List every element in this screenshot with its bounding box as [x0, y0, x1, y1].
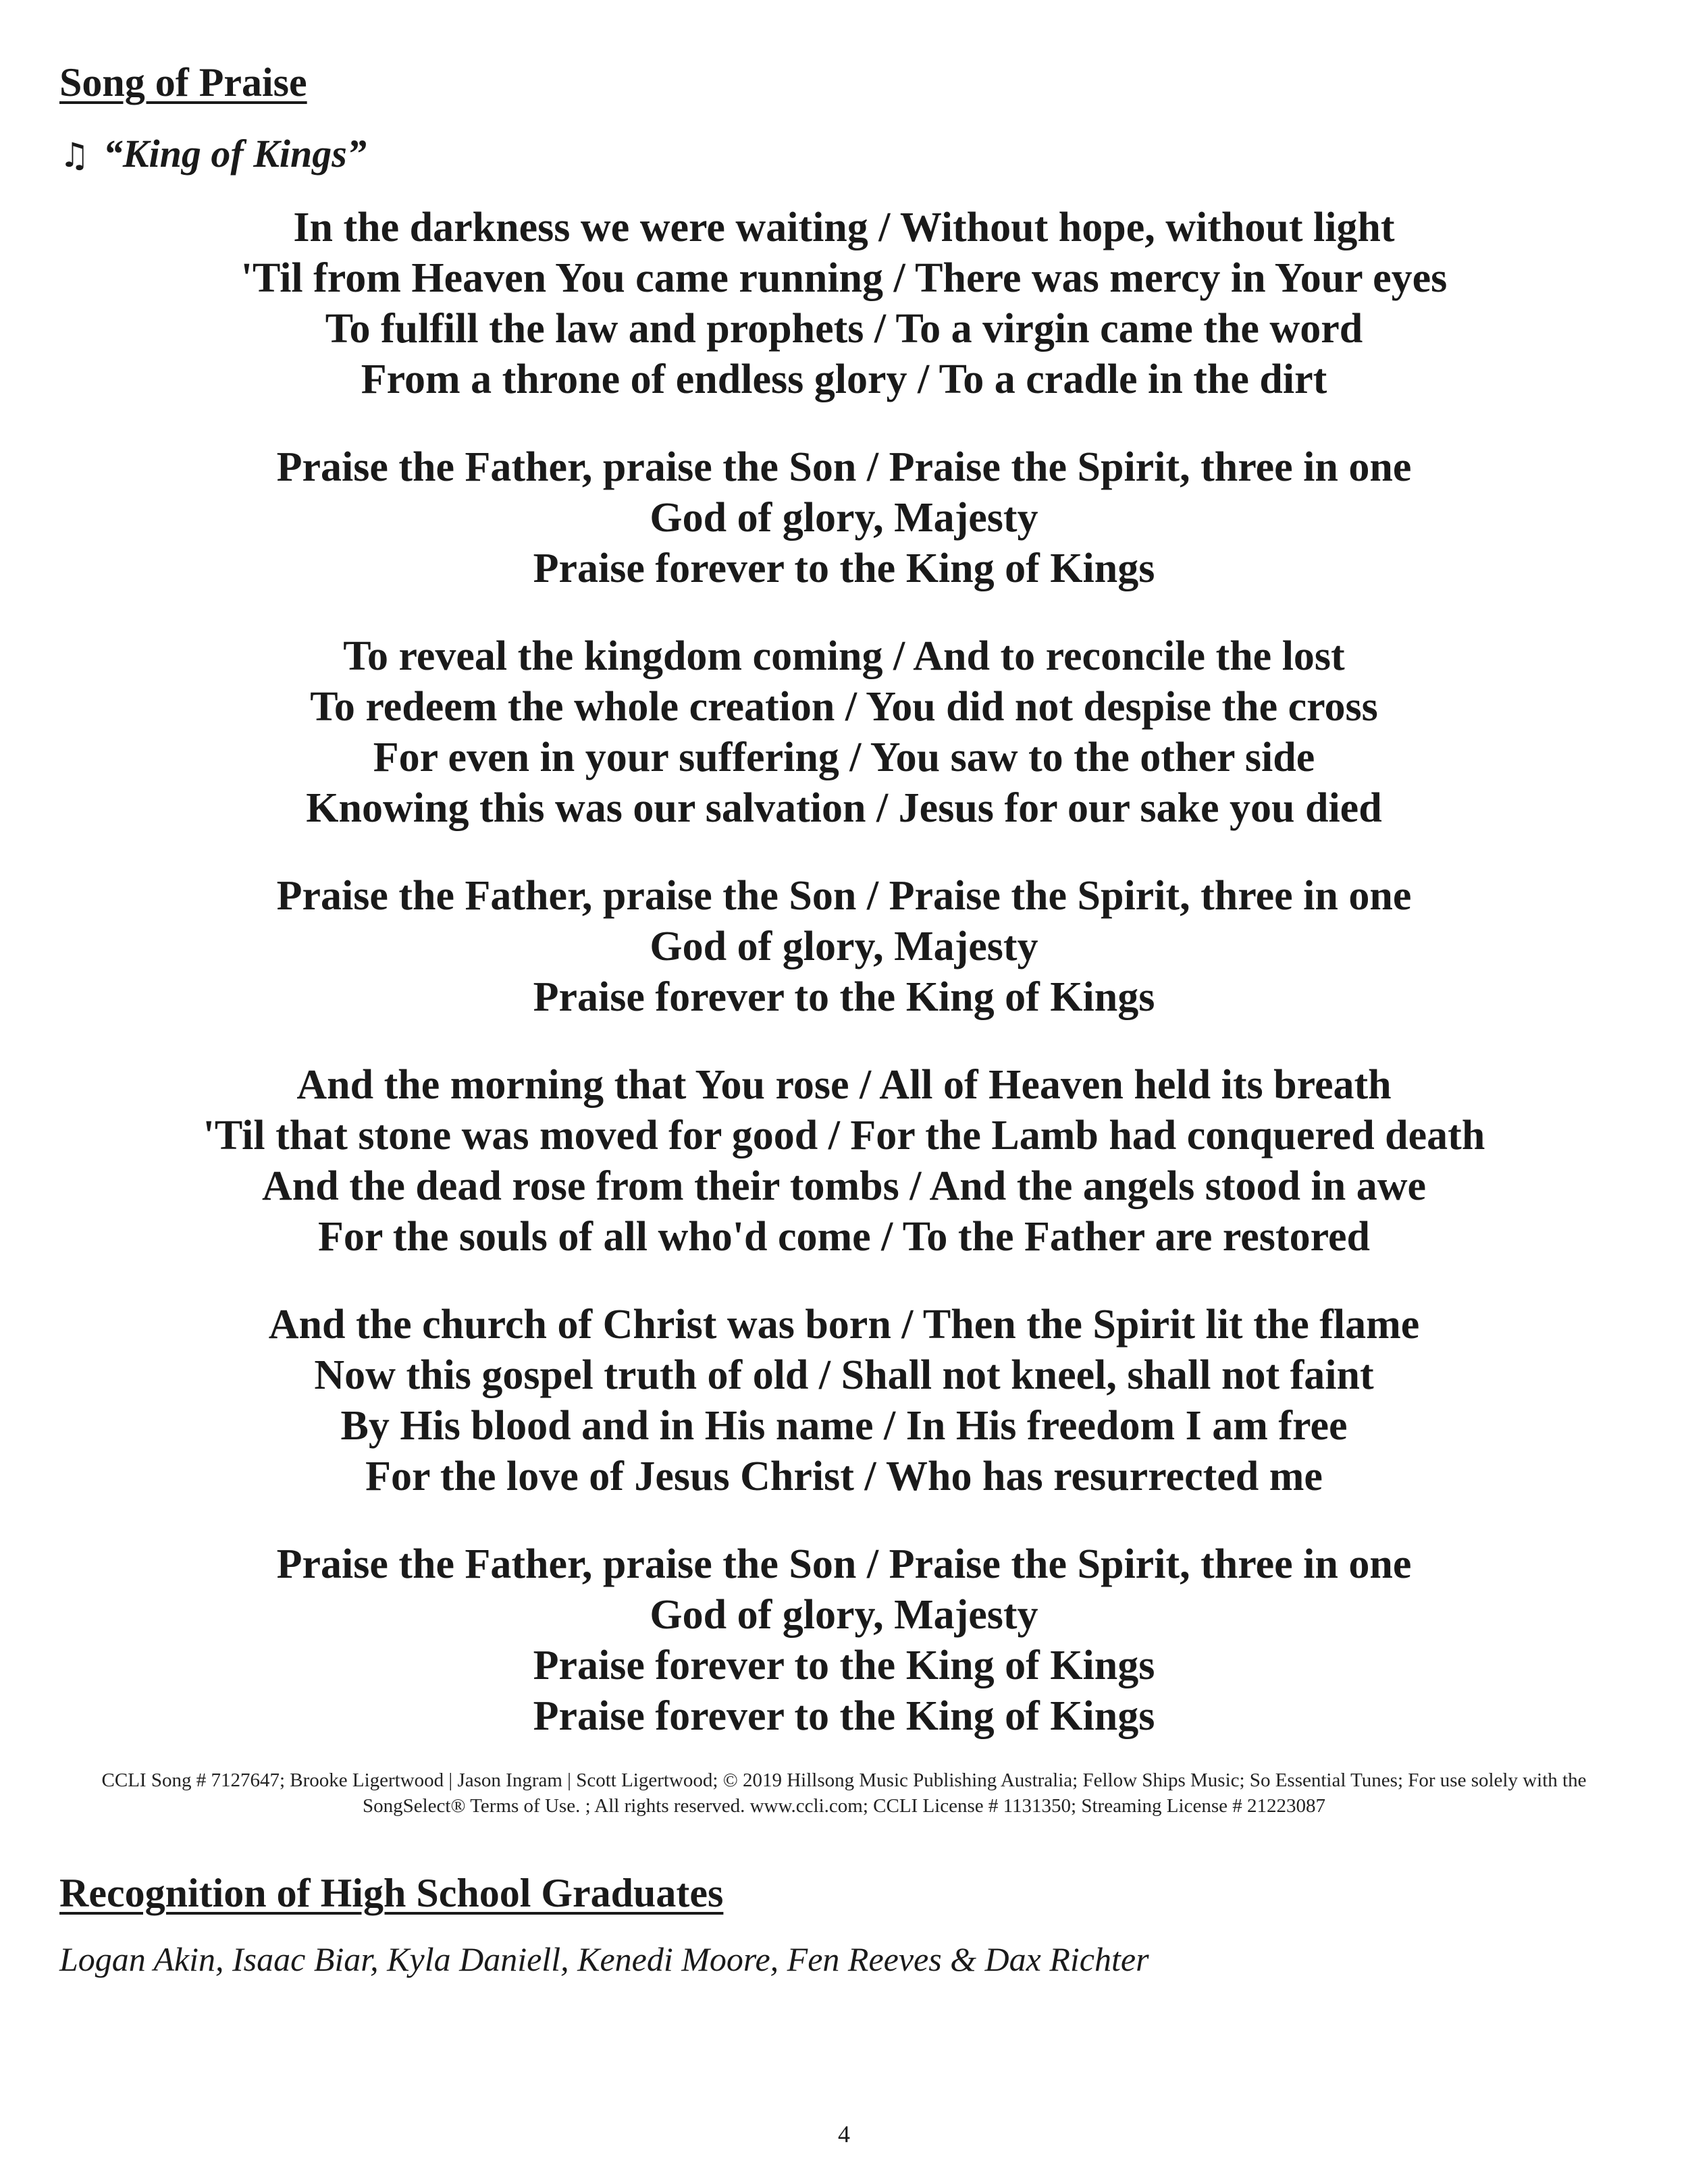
- lyric-line: 'Til that stone was moved for good / For the Lamb had conquered death: [203, 1113, 1485, 1158]
- lyric-line: Praise forever to the King of Kings: [533, 1643, 1155, 1688]
- lyric-line: And the morning that You rose / All of Heaven held its breath: [296, 1062, 1392, 1108]
- lyric-stanza: [68, 1300, 1620, 1502]
- lyric-line: Knowing this was our salvation / Jesus for our sake you died: [306, 785, 1382, 831]
- lyric-line: God of glory, Majesty: [650, 495, 1038, 541]
- lyric-stanza: [68, 442, 1620, 594]
- lyric-stanza: [68, 871, 1620, 1023]
- lyric-line: Now this gospel truth of old / Shall not kneel, shall not faint: [314, 1352, 1374, 1398]
- song-lyrics: [68, 203, 1620, 1779]
- lyric-line: From a throne of endless glory / To a cradle in the dirt: [361, 356, 1327, 402]
- lyric-line: Praise the Father, praise the Son / Praise the Spirit, three in one: [276, 444, 1412, 490]
- lyric-line: Praise forever to the King of Kings: [533, 545, 1155, 591]
- lyric-stanza: [68, 203, 1620, 405]
- lyric-line: By His blood and in His name / In His freedom I am free: [340, 1403, 1348, 1449]
- graduates-recognition-heading: Recognition of High School Graduates: [59, 1871, 724, 1915]
- graduate-names: Logan Akin, Isaac Biar, Kyla Daniell, Kenedi Moore, Fen Reeves & Dax Richter: [59, 1940, 1149, 1978]
- ccli-copyright-notice: CCLI Song # 7127647; Brooke Ligertwood | Jason Ingram | Scott Ligertwood; © 2019 Hillsong Music Publishing Australia; Fellow Ships Music; So Essential Tunes; For use solely with the SongSelect® Terms of Use. ; All rights reserved. www.ccli.com; CCLI License # 1131350; Streaming License # 21223087: [101, 1769, 1587, 1817]
- lyric-line: Praise forever to the King of Kings: [533, 974, 1155, 1020]
- song-title-text: “King of Kings”: [103, 132, 367, 176]
- lyric-line: And the church of Christ was born / Then the Spirit lit the flame: [268, 1302, 1420, 1348]
- lyric-line: Praise the Father, praise the Son / Praise the Spirit, three in one: [276, 1541, 1412, 1587]
- lyric-line: To fulfill the law and prophets / To a virgin came the word: [325, 306, 1363, 352]
- music-note-icon: ♫: [59, 136, 90, 175]
- lyric-line: To reveal the kingdom coming / And to reconcile the lost: [343, 633, 1345, 679]
- lyric-line: For the love of Jesus Christ / Who has resurrected me: [365, 1454, 1323, 1499]
- lyric-line: Praise the Father, praise the Son / Praise the Spirit, three in one: [276, 873, 1412, 919]
- lyric-line: For even in your suffering / You saw to the other side: [373, 735, 1315, 780]
- lyric-line: In the darkness we were waiting / Without hope, without light: [293, 205, 1395, 250]
- lyric-line: God of glory, Majesty: [650, 924, 1038, 969]
- lyric-stanza: [68, 1060, 1620, 1262]
- song-of-praise-heading: Song of Praise: [59, 60, 307, 105]
- song-title: [59, 131, 367, 176]
- page-number: 4: [838, 2121, 850, 2148]
- lyric-line: And the dead rose from their tombs / And the angels stood in awe: [261, 1163, 1427, 1209]
- lyric-line: God of glory, Majesty: [650, 1592, 1038, 1638]
- lyric-line: To redeem the whole creation / You did not despise the cross: [310, 684, 1378, 730]
- lyric-stanza: [68, 631, 1620, 834]
- lyric-line: For the souls of all who'd come / To the Father are restored: [318, 1214, 1370, 1260]
- lyric-stanza: [68, 1539, 1620, 1742]
- lyric-line: 'Til from Heaven You came running / There was mercy in Your eyes: [240, 255, 1448, 301]
- lyric-line: Praise forever to the King of Kings: [533, 1693, 1155, 1739]
